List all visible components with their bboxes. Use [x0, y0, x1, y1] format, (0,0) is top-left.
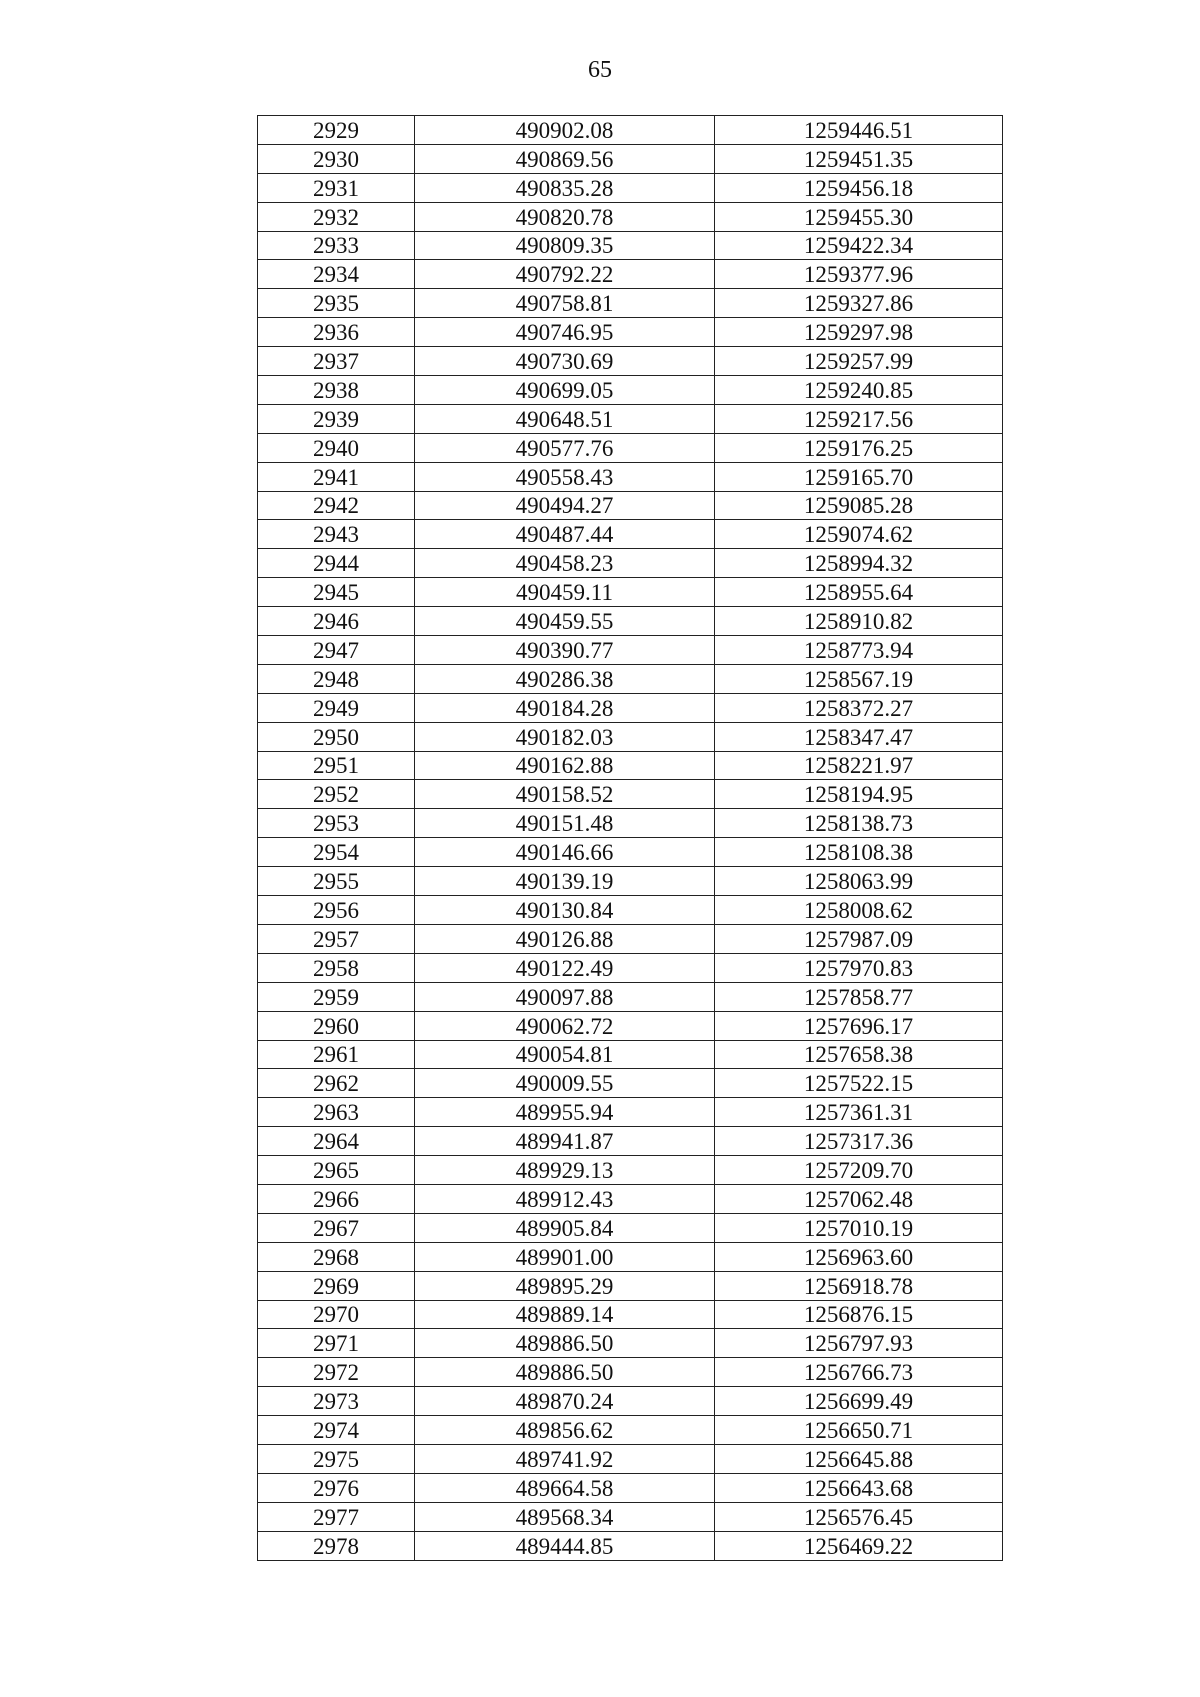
- point-number-cell: 2945: [258, 578, 415, 607]
- x-coordinate-cell: 490122.49: [415, 953, 715, 982]
- x-coordinate-cell: 489886.50: [415, 1329, 715, 1358]
- point-number-cell: 2947: [258, 636, 415, 665]
- table-row: [258, 1156, 1003, 1185]
- table-row: [258, 462, 1003, 491]
- point-number-cell: 2967: [258, 1213, 415, 1242]
- table-row: [258, 607, 1003, 636]
- x-coordinate-cell: 490758.81: [415, 289, 715, 318]
- page-number: 65: [588, 57, 612, 83]
- y-coordinate-cell: 1256645.88: [715, 1444, 1003, 1473]
- table-row: [258, 1213, 1003, 1242]
- y-coordinate-cell: 1259297.98: [715, 318, 1003, 347]
- x-coordinate-cell: 490182.03: [415, 722, 715, 751]
- x-coordinate-cell: 490648.51: [415, 404, 715, 433]
- x-coordinate-cell: 490792.22: [415, 260, 715, 289]
- point-number-cell: 2952: [258, 780, 415, 809]
- point-number-cell: 2931: [258, 173, 415, 202]
- y-coordinate-cell: 1258567.19: [715, 664, 1003, 693]
- y-coordinate-cell: 1257010.19: [715, 1213, 1003, 1242]
- y-coordinate-cell: 1256576.45: [715, 1502, 1003, 1531]
- point-number-cell: 2944: [258, 549, 415, 578]
- table-row: [258, 404, 1003, 433]
- point-number-cell: 2937: [258, 347, 415, 376]
- coordinates-table: [257, 115, 1003, 1561]
- table-row: [258, 1127, 1003, 1156]
- x-coordinate-cell: 490902.08: [415, 116, 715, 145]
- table-row: [258, 953, 1003, 982]
- point-number-cell: 2961: [258, 1040, 415, 1069]
- point-number-cell: 2934: [258, 260, 415, 289]
- y-coordinate-cell: 1256876.15: [715, 1300, 1003, 1329]
- y-coordinate-cell: 1259176.25: [715, 433, 1003, 462]
- x-coordinate-cell: 489912.43: [415, 1184, 715, 1213]
- y-coordinate-cell: 1259422.34: [715, 231, 1003, 260]
- x-coordinate-cell: 489856.62: [415, 1416, 715, 1445]
- y-coordinate-cell: 1257858.77: [715, 982, 1003, 1011]
- x-coordinate-cell: 489886.50: [415, 1358, 715, 1387]
- x-coordinate-cell: 489568.34: [415, 1502, 715, 1531]
- table-row: [258, 1069, 1003, 1098]
- table-row: [258, 433, 1003, 462]
- y-coordinate-cell: 1257970.83: [715, 953, 1003, 982]
- point-number-cell: 2942: [258, 491, 415, 520]
- x-coordinate-cell: 490139.19: [415, 867, 715, 896]
- table-row: [258, 1444, 1003, 1473]
- point-number-cell: 2955: [258, 867, 415, 896]
- y-coordinate-cell: 1257062.48: [715, 1184, 1003, 1213]
- table-row: [258, 1300, 1003, 1329]
- y-coordinate-cell: 1259446.51: [715, 116, 1003, 145]
- y-coordinate-cell: 1258063.99: [715, 867, 1003, 896]
- y-coordinate-cell: 1258910.82: [715, 607, 1003, 636]
- x-coordinate-cell: 490459.55: [415, 607, 715, 636]
- y-coordinate-cell: 1259377.96: [715, 260, 1003, 289]
- point-number-cell: 2973: [258, 1387, 415, 1416]
- point-number-cell: 2958: [258, 953, 415, 982]
- point-number-cell: 2970: [258, 1300, 415, 1329]
- point-number-cell: 2976: [258, 1473, 415, 1502]
- point-number-cell: 2951: [258, 751, 415, 780]
- x-coordinate-cell: 490869.56: [415, 144, 715, 173]
- x-coordinate-cell: 489741.92: [415, 1444, 715, 1473]
- x-coordinate-cell: 490151.48: [415, 809, 715, 838]
- point-number-cell: 2965: [258, 1156, 415, 1185]
- table-row: [258, 1502, 1003, 1531]
- y-coordinate-cell: 1259074.62: [715, 520, 1003, 549]
- y-coordinate-cell: 1258994.32: [715, 549, 1003, 578]
- x-coordinate-cell: 489895.29: [415, 1271, 715, 1300]
- y-coordinate-cell: 1259451.35: [715, 144, 1003, 173]
- coordinates-table-body: [258, 116, 1003, 1561]
- table-row: [258, 289, 1003, 318]
- x-coordinate-cell: 489929.13: [415, 1156, 715, 1185]
- table-row: [258, 318, 1003, 347]
- table-row: [258, 1416, 1003, 1445]
- x-coordinate-cell: 490009.55: [415, 1069, 715, 1098]
- table-row: [258, 260, 1003, 289]
- x-coordinate-cell: 489664.58: [415, 1473, 715, 1502]
- x-coordinate-cell: 490162.88: [415, 751, 715, 780]
- point-number-cell: 2943: [258, 520, 415, 549]
- table-row: [258, 1040, 1003, 1069]
- x-coordinate-cell: 489941.87: [415, 1127, 715, 1156]
- table-row: [258, 809, 1003, 838]
- point-number-cell: 2968: [258, 1242, 415, 1271]
- table-row: [258, 1358, 1003, 1387]
- y-coordinate-cell: 1258773.94: [715, 636, 1003, 665]
- y-coordinate-cell: 1259257.99: [715, 347, 1003, 376]
- x-coordinate-cell: 490577.76: [415, 433, 715, 462]
- table-row: [258, 1531, 1003, 1560]
- point-number-cell: 2959: [258, 982, 415, 1011]
- point-number-cell: 2964: [258, 1127, 415, 1156]
- table-row: [258, 1011, 1003, 1040]
- x-coordinate-cell: 489444.85: [415, 1531, 715, 1560]
- table-row: [258, 1473, 1003, 1502]
- y-coordinate-cell: 1258955.64: [715, 578, 1003, 607]
- table-row: [258, 144, 1003, 173]
- table-row: [258, 1184, 1003, 1213]
- table-row: [258, 520, 1003, 549]
- y-coordinate-cell: 1258108.38: [715, 838, 1003, 867]
- y-coordinate-cell: 1257209.70: [715, 1156, 1003, 1185]
- table-row: [258, 1271, 1003, 1300]
- y-coordinate-cell: 1259240.85: [715, 376, 1003, 405]
- point-number-cell: 2977: [258, 1502, 415, 1531]
- x-coordinate-cell: 490458.23: [415, 549, 715, 578]
- point-number-cell: 2953: [258, 809, 415, 838]
- point-number-cell: 2962: [258, 1069, 415, 1098]
- x-coordinate-cell: 490286.38: [415, 664, 715, 693]
- x-coordinate-cell: 490494.27: [415, 491, 715, 520]
- point-number-cell: 2969: [258, 1271, 415, 1300]
- x-coordinate-cell: 490126.88: [415, 924, 715, 953]
- y-coordinate-cell: 1257987.09: [715, 924, 1003, 953]
- x-coordinate-cell: 489870.24: [415, 1387, 715, 1416]
- point-number-cell: 2930: [258, 144, 415, 173]
- point-number-cell: 2940: [258, 433, 415, 462]
- y-coordinate-cell: 1256918.78: [715, 1271, 1003, 1300]
- y-coordinate-cell: 1256650.71: [715, 1416, 1003, 1445]
- point-number-cell: 2929: [258, 116, 415, 145]
- point-number-cell: 2950: [258, 722, 415, 751]
- x-coordinate-cell: 490054.81: [415, 1040, 715, 1069]
- table-row: [258, 924, 1003, 953]
- point-number-cell: 2971: [258, 1329, 415, 1358]
- y-coordinate-cell: 1258372.27: [715, 693, 1003, 722]
- table-row: [258, 693, 1003, 722]
- table-row: [258, 1329, 1003, 1358]
- table-row: [258, 202, 1003, 231]
- point-number-cell: 2975: [258, 1444, 415, 1473]
- y-coordinate-cell: 1256643.68: [715, 1473, 1003, 1502]
- point-number-cell: 2939: [258, 404, 415, 433]
- point-number-cell: 2956: [258, 896, 415, 925]
- table-row: [258, 896, 1003, 925]
- table-row: [258, 867, 1003, 896]
- point-number-cell: 2936: [258, 318, 415, 347]
- y-coordinate-cell: 1257361.31: [715, 1098, 1003, 1127]
- point-number-cell: 2972: [258, 1358, 415, 1387]
- y-coordinate-cell: 1257696.17: [715, 1011, 1003, 1040]
- y-coordinate-cell: 1256766.73: [715, 1358, 1003, 1387]
- point-number-cell: 2966: [258, 1184, 415, 1213]
- x-coordinate-cell: 490730.69: [415, 347, 715, 376]
- table-row: [258, 491, 1003, 520]
- table-row: [258, 116, 1003, 145]
- point-number-cell: 2960: [258, 1011, 415, 1040]
- x-coordinate-cell: 490699.05: [415, 376, 715, 405]
- table-row: [258, 173, 1003, 202]
- y-coordinate-cell: 1258194.95: [715, 780, 1003, 809]
- x-coordinate-cell: 489901.00: [415, 1242, 715, 1271]
- point-number-cell: 2957: [258, 924, 415, 953]
- x-coordinate-cell: 490158.52: [415, 780, 715, 809]
- x-coordinate-cell: 490835.28: [415, 173, 715, 202]
- table-row: [258, 549, 1003, 578]
- point-number-cell: 2974: [258, 1416, 415, 1445]
- table-row: [258, 838, 1003, 867]
- table-row: [258, 664, 1003, 693]
- point-number-cell: 2978: [258, 1531, 415, 1560]
- table-row: [258, 780, 1003, 809]
- table-row: [258, 347, 1003, 376]
- y-coordinate-cell: 1256797.93: [715, 1329, 1003, 1358]
- x-coordinate-cell: 490146.66: [415, 838, 715, 867]
- y-coordinate-cell: 1258008.62: [715, 896, 1003, 925]
- y-coordinate-cell: 1256699.49: [715, 1387, 1003, 1416]
- y-coordinate-cell: 1256469.22: [715, 1531, 1003, 1560]
- y-coordinate-cell: 1257317.36: [715, 1127, 1003, 1156]
- table-row: [258, 578, 1003, 607]
- point-number-cell: 2933: [258, 231, 415, 260]
- point-number-cell: 2963: [258, 1098, 415, 1127]
- x-coordinate-cell: 490820.78: [415, 202, 715, 231]
- point-number-cell: 2938: [258, 376, 415, 405]
- x-coordinate-cell: 490097.88: [415, 982, 715, 1011]
- y-coordinate-cell: 1259456.18: [715, 173, 1003, 202]
- table-row: [258, 722, 1003, 751]
- table-row: [258, 231, 1003, 260]
- x-coordinate-cell: 489955.94: [415, 1098, 715, 1127]
- x-coordinate-cell: 490558.43: [415, 462, 715, 491]
- y-coordinate-cell: 1259165.70: [715, 462, 1003, 491]
- y-coordinate-cell: 1259085.28: [715, 491, 1003, 520]
- table-row: [258, 1098, 1003, 1127]
- y-coordinate-cell: 1258138.73: [715, 809, 1003, 838]
- x-coordinate-cell: 490809.35: [415, 231, 715, 260]
- point-number-cell: 2946: [258, 607, 415, 636]
- point-number-cell: 2949: [258, 693, 415, 722]
- x-coordinate-cell: 489905.84: [415, 1213, 715, 1242]
- table-row: [258, 1387, 1003, 1416]
- x-coordinate-cell: 490390.77: [415, 636, 715, 665]
- x-coordinate-cell: 490184.28: [415, 693, 715, 722]
- y-coordinate-cell: 1259327.86: [715, 289, 1003, 318]
- y-coordinate-cell: 1259455.30: [715, 202, 1003, 231]
- table-row: [258, 376, 1003, 405]
- table-row: [258, 1242, 1003, 1271]
- point-number-cell: 2941: [258, 462, 415, 491]
- table-row: [258, 751, 1003, 780]
- x-coordinate-cell: 490130.84: [415, 896, 715, 925]
- x-coordinate-cell: 490062.72: [415, 1011, 715, 1040]
- point-number-cell: 2932: [258, 202, 415, 231]
- x-coordinate-cell: 490746.95: [415, 318, 715, 347]
- table-row: [258, 982, 1003, 1011]
- point-number-cell: 2948: [258, 664, 415, 693]
- x-coordinate-cell: 490487.44: [415, 520, 715, 549]
- point-number-cell: 2935: [258, 289, 415, 318]
- y-coordinate-cell: 1258347.47: [715, 722, 1003, 751]
- y-coordinate-cell: 1259217.56: [715, 404, 1003, 433]
- y-coordinate-cell: 1256963.60: [715, 1242, 1003, 1271]
- point-number-cell: 2954: [258, 838, 415, 867]
- x-coordinate-cell: 489889.14: [415, 1300, 715, 1329]
- y-coordinate-cell: 1258221.97: [715, 751, 1003, 780]
- x-coordinate-cell: 490459.11: [415, 578, 715, 607]
- y-coordinate-cell: 1257658.38: [715, 1040, 1003, 1069]
- table-row: [258, 636, 1003, 665]
- y-coordinate-cell: 1257522.15: [715, 1069, 1003, 1098]
